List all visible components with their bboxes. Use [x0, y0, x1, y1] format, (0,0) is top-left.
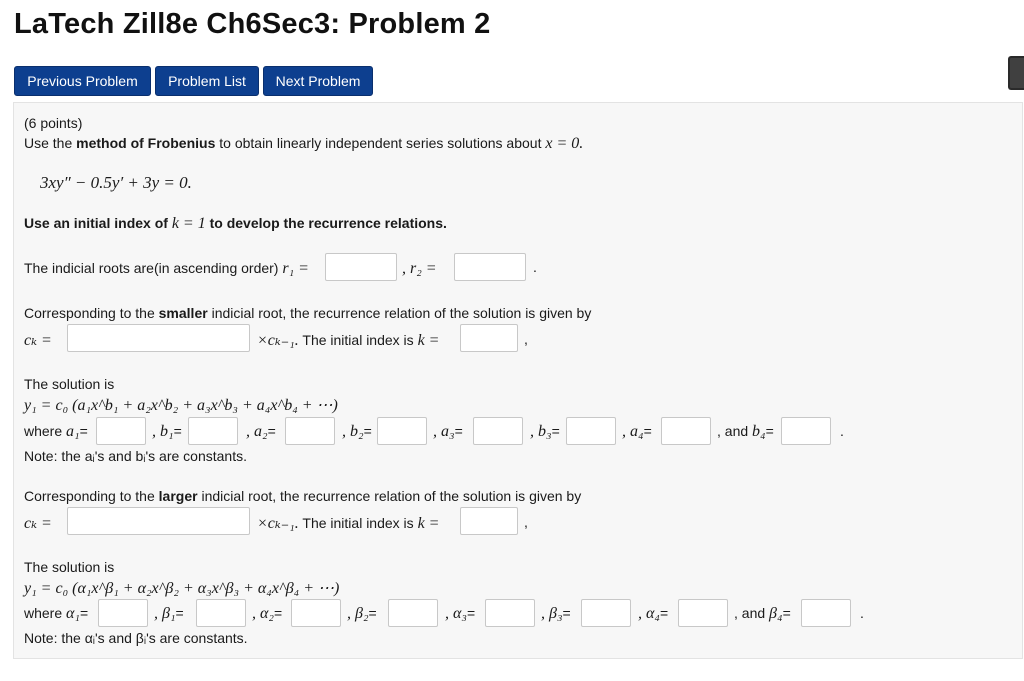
smaller-times-label: ×cₖ₋₁. The initial index is k = — [257, 332, 440, 349]
smaller-root-intro: Corresponding to the smaller indicial root, the recurrence relation of the solution is given by — [24, 305, 592, 321]
larger-alpha1-input[interactable] — [98, 599, 148, 627]
smaller-b4-label: , and b₄= — [717, 423, 774, 440]
smaller-recurrence-input[interactable] — [67, 324, 250, 352]
page-title: LaTech Zill8e Ch6Sec3: Problem 2 — [14, 8, 491, 40]
period-text: . — [533, 259, 537, 275]
smaller-b2-input[interactable] — [377, 417, 427, 445]
larger-beta3-input[interactable] — [581, 599, 631, 627]
r2-label: , r₂ = — [402, 260, 437, 277]
larger-alpha2-label: , α₂= — [252, 605, 283, 622]
initial-index-instruction: Use an initial index of k = 1 to develop the recurrence relations. — [24, 215, 447, 232]
larger-beta3-label: , β₃= — [541, 605, 571, 622]
smaller-b3-input[interactable] — [566, 417, 616, 445]
smaller-solution-label: The solution is — [24, 376, 115, 392]
larger-ck-label: cₖ = — [24, 515, 52, 532]
smaller-initial-index-input[interactable] — [460, 324, 518, 352]
larger-recurrence-input[interactable] — [67, 507, 250, 535]
smaller-solution-formula: y₁ = c₀ (a₁x^b₁ + a₂x^b₂ + a₃x^b₃ + a₄x^b₄ + ⋯) — [24, 397, 338, 414]
smaller-b2-label: , b₂= — [342, 423, 372, 440]
larger-beta1-input[interactable] — [196, 599, 246, 627]
larger-alpha3-input[interactable] — [485, 599, 535, 627]
smaller-a4-label: , a₄= — [622, 423, 652, 440]
smaller-a3-label: , a₃= — [433, 423, 463, 440]
smaller-ck-label: cₖ = — [24, 332, 52, 349]
smaller-b1-label: , b₁= — [152, 423, 182, 440]
smaller-a3-input[interactable] — [473, 417, 523, 445]
problem-intro: Use the method of Frobenius to obtain linearly independent series solutions about x = 0. — [24, 135, 584, 152]
comma-text: , — [524, 331, 528, 347]
period-text: . — [840, 423, 844, 439]
indicial-roots-label: The indicial roots are(in ascending order) r₁ = — [24, 260, 309, 277]
sidebar-toggle-tab[interactable] — [1008, 56, 1024, 90]
larger-solution-label: The solution is — [24, 559, 115, 575]
smaller-note: Note: the aᵢ's and bᵢ's are constants. — [24, 448, 247, 464]
larger-beta4-input[interactable] — [801, 599, 851, 627]
larger-beta4-label: , and β₄= — [734, 605, 791, 622]
larger-initial-index-input[interactable] — [460, 507, 518, 535]
larger-alpha4-input[interactable] — [678, 599, 728, 627]
smaller-a1-input[interactable] — [96, 417, 146, 445]
larger-alpha3-label: , α₃= — [445, 605, 476, 622]
larger-where-label: where α₁= — [24, 605, 89, 622]
larger-solution-formula: y₁ = c₀ (α₁x^β₁ + α₂x^β₂ + α₃x^β₃ + α₄x^β₄ + ⋯) — [24, 580, 340, 597]
smaller-a2-label: , a₂= — [246, 423, 276, 440]
larger-times-label: ×cₖ₋₁. The initial index is k = — [257, 515, 440, 532]
comma-text: , — [524, 514, 528, 530]
larger-alpha2-input[interactable] — [291, 599, 341, 627]
problem-panel — [13, 102, 1023, 659]
larger-note: Note: the αᵢ's and βᵢ's are constants. — [24, 630, 248, 646]
differential-equation: 3xy″ − 0.5y′ + 3y = 0. — [40, 173, 192, 192]
larger-beta1-label: , β₁= — [154, 605, 184, 622]
problem-list-button[interactable]: Problem List — [155, 66, 259, 96]
next-problem-button[interactable]: Next Problem — [263, 66, 373, 96]
points-label: (6 points) — [24, 115, 83, 131]
smaller-b1-input[interactable] — [188, 417, 238, 445]
period-text: . — [860, 605, 864, 621]
larger-beta2-label: , β₂= — [347, 605, 377, 622]
smaller-b3-label: , b₃= — [530, 423, 560, 440]
larger-alpha4-label: , α₄= — [638, 605, 669, 622]
r1-input[interactable] — [325, 253, 397, 281]
smaller-a4-input[interactable] — [661, 417, 711, 445]
smaller-b4-input[interactable] — [781, 417, 831, 445]
smaller-where-label: where a₁= — [24, 423, 88, 440]
larger-beta2-input[interactable] — [388, 599, 438, 627]
previous-problem-button[interactable]: Previous Problem — [14, 66, 151, 96]
larger-root-intro: Corresponding to the larger indicial root, the recurrence relation of the solution is given by — [24, 488, 582, 504]
smaller-a2-input[interactable] — [285, 417, 335, 445]
r2-input[interactable] — [454, 253, 526, 281]
